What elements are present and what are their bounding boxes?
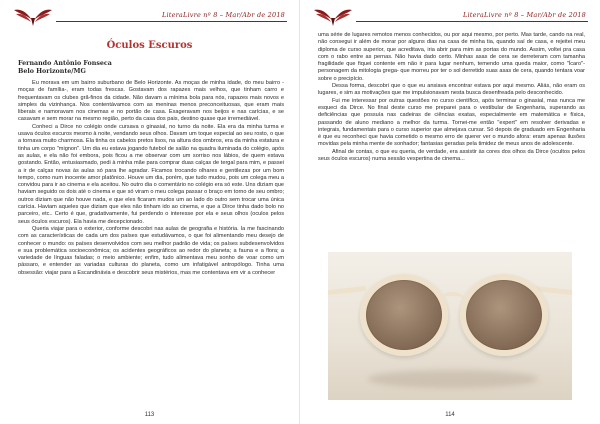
paragraph: Fui me interessar por outras questões no curso científico, após terminar o ginasial, mas nunca me esqueci da Dirce. No final deste curso me preparei para o vestibular de Engenharia, superando as deficiências que possuía nas cadeiras de ciências exatas, especialmente em matemática e física, passando de aluno mediano a melhor da turma. Tornei-me então "expert" em resolver derivadas e integrais, fundamentais para o curso superior que almejava cursar. Só depois de graduado em Engenharia é que eu reconheci que havia cometido o mesmo erro de querer ver o mundo afora: eram apenas ilusões movidas pela minha mente de sonhador; fantasias geradas pela timidez de meus anos de adolescente.	[318, 97, 585, 148]
paragraph: Conheci a Dirce no colégio onde cursava o ginasial, no turno da noite. Ela era da minha turma e usava óculos escuros mesmo à noite, vendando seus olhos. Davam um toque especial ao seu rosto, o que a tornava muito charmosa. Ela tinha os cabelos pretos lisos, na altura dos ombros, era da minha estatura e tinha um corpo "mignon". Um dia eu estava jogando futebol de salão na quadra iluminada do colégio, após as aulas, e ela não foi embora, pois ficou a me observar com um sorriso nos lábios, de quem estava gostando. Então, entusiasmado, pedi à minha mãe para comprar duas calças de tergal para mim, e passei a ir de calças novas às aulas só para lhe agradar. Ficamos trocando olhares e gentilezas por um bom tempo, como num inocente amor platônico. Houve um dia, porém, que tudo mudou, pois um colega meu a convidou para ir ao cinema e ela aceitou. No outro dia o comentário no colégio era só este. Uns diziam que haviam seguido os dois até o cinema e que só viram o meu colega passar o braço em torno de seu ombro; outros diziam que não houve nada, e que eles ficaram mudos um ao lado do outro sem trocar uma única carícia. Haviam aqueles que diziam que eles não tinham ido ao cinema, e que a Dirce tinha dado bolo no parceiro, etc.. Certo é que, gradativamente, fui perdendo o interesse por ela e seus olhos (oculos pelos seus óculos escuros). Ela havia me decepcionado.	[18, 123, 284, 225]
left-body-text	[18, 80, 284, 277]
right-body-text	[318, 32, 585, 163]
paragraph: Dessa forma, descobri que o que eu ansiava encontrar estava por aqui mesmo. Aliás, não eram os lugares, e sim as motivações que me impulsionavam nesta busca desenfreada pelo desconhecido.	[318, 83, 585, 97]
bird-wings-logo-icon	[312, 6, 354, 28]
paragraph: Eu morava em um bairro suburbano de Belo Horizonte. As moças de minha idade, do meu bairro -moças de família-, eram todas frescas. Gostavam dos rapazes mais velhos, que tinham carro e frequentavam os clubes grã-finos da cidade. Não davam a mínima bola para nós, rapazes mais novos e simples da vizinhança. Nos contentávamos com as meninas menos preconceituosas, que eram mais liberais e namoravam nos cinemas e no portão de casa. Exageravam nos beijos e nas carícias, e se casavam e sem morar na mesmo região, perto da casa dos pais, destino quase que irremediável.	[18, 80, 284, 123]
author-byline	[18, 60, 112, 76]
header-rule	[56, 21, 287, 22]
page-number: 113	[144, 412, 155, 418]
paragraph: uma série de lugares remotos menos conhecidos, ou por aqui mesmo, por perto. Mas tarde, cando na real, não consegui ir além de morar por alguns dias na casa de minha tia, quando saí de casa, e rejeitei meu diploma de curso superior, que acreditava, iria abrir para mim as portas do mundo. Assim, voltei pra casa com o rabo entre as pernas. Não havia dado certo. Minhas asas de cera se derreteram com tamanha fragilidade que fiquei contente em não ir para lugar nenhum, temendo uma queda maior, como "Ícaro"-personagem da mitologia grega- que morreu por ter o sol derretido suas asas de cera, quando tentara voar sobre o precipício.	[318, 32, 585, 82]
bird-wings-logo-icon	[12, 6, 54, 28]
header-text: LiteraLivre nº 8 – Mar/Abr de 2018	[161, 11, 285, 19]
sunglasses-lens-left	[360, 274, 448, 356]
paragraph: Queria viajar para o exterior, conforme descobri nas aulas de geografia e história. Ia me fascinando com as características de cada um dos países que estudávamos, o que foi alimentando meu desejo de conhecer o mundo: os países desenvolvidos com seu melhor padrão de vida; os países subdesenvolvidos e sua problemática socioeconômica; os acidentes geográficos ao redor do planeta; a fauna e a flora; a variedade de línguas faladas; o meio ambiente; enfim, tudo alimentava meu sonho de voar como um pássaro, e entender as variadas culturas do planeta, como um infatigável antropólogo. Tinha uma obsessão: viajar para a Escandinávia e descobrir seus mistérios, mas me contentava em vir a conhecer	[18, 225, 284, 276]
author-name: Fernando Antônio Fonseca	[18, 60, 112, 67]
sunglasses-temple-left	[328, 286, 366, 295]
header-text: LiteraLivre nº 8 – Mar/Abr de 2018	[462, 11, 586, 19]
page-header	[300, 6, 600, 30]
header-rule	[356, 21, 588, 22]
author-place: Belo Horizonte/MG	[18, 68, 86, 75]
story-title: Óculos Escuros	[106, 40, 193, 51]
right-page	[300, 0, 600, 424]
sunglasses-lens-right	[460, 274, 548, 356]
photo-shadow	[368, 370, 538, 388]
page-header	[0, 6, 299, 30]
paragraph: Afinal de contas, o que eu queria, de verdade, era assistir às cores dos olhos da Dirce (ocultos pelos seus óculos escuros) numa sessão vespertina de cinema...	[318, 148, 585, 163]
page-number: 114	[445, 412, 455, 418]
sunglasses-photo	[328, 252, 572, 400]
